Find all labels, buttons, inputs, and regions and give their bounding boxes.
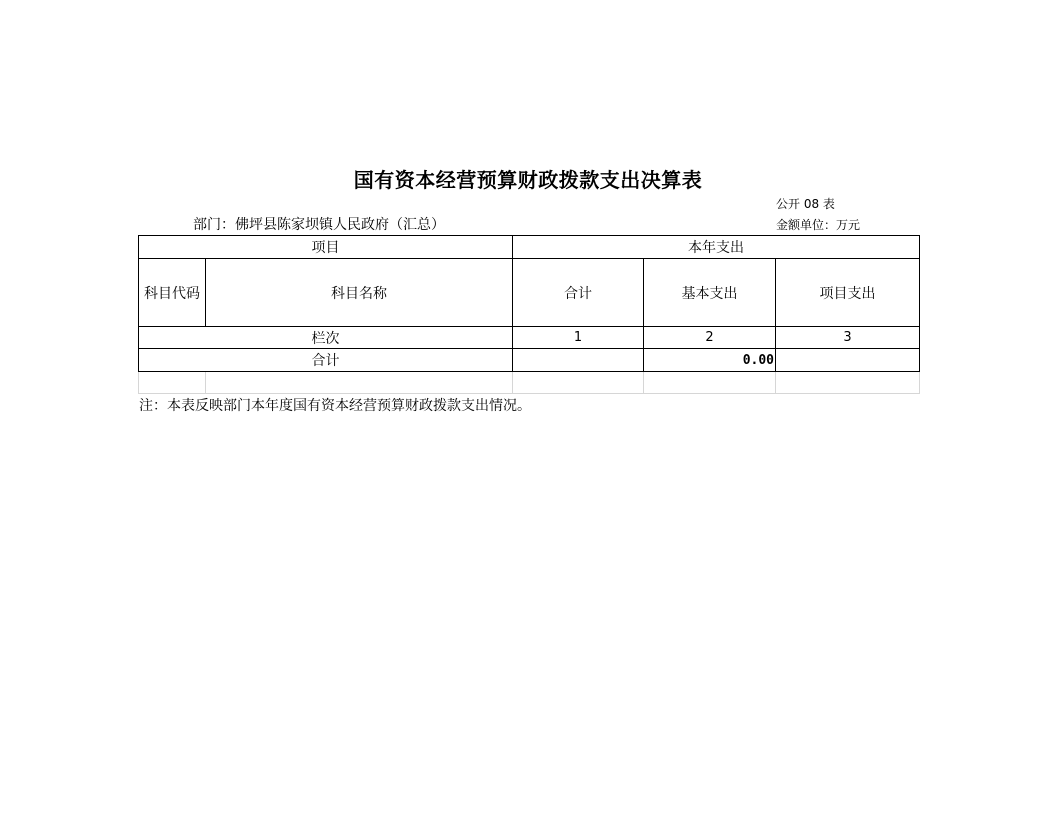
index-row-total: 1 xyxy=(512,326,644,349)
table-header-item: 项目 xyxy=(138,235,513,259)
table-header-current-year-expense: 本年支出 xyxy=(512,235,920,259)
department-label: 部门：佛坪县陈家坝镇人民政府（汇总） xyxy=(193,217,445,233)
amount-unit: 金额单位：万元 xyxy=(776,218,861,232)
column-header-total: 合计 xyxy=(512,258,644,327)
blank-row-cell xyxy=(512,372,644,394)
blank-row-cell xyxy=(205,372,513,394)
column-header-subject-code: 科目代码 xyxy=(138,258,206,327)
blank-row-cell xyxy=(643,372,776,394)
blank-row-cell xyxy=(138,372,206,394)
index-row-label: 栏次 xyxy=(138,326,513,349)
index-row-basic-expense: 2 xyxy=(643,326,776,349)
total-row-basic-expense-cell xyxy=(643,348,776,372)
form-code: 公开 08 表 xyxy=(776,197,835,211)
blank-row-cell xyxy=(775,372,920,394)
column-header-subject-name: 科目名称 xyxy=(205,258,513,327)
page-title: 国有资本经营预算财政拨款支出决算表 xyxy=(353,168,703,192)
total-row-label: 合计 xyxy=(138,348,513,372)
total-row-basic-expense-value: 0.00 xyxy=(742,352,774,368)
column-header-basic-expense: 基本支出 xyxy=(643,258,776,327)
total-row-total-cell xyxy=(512,348,644,372)
table-note: 注：本表反映部门本年度国有资本经营预算财政拨款支出情况。 xyxy=(139,398,531,414)
index-row-project-expense: 3 xyxy=(775,326,920,349)
total-row-project-expense-cell xyxy=(775,348,920,372)
column-header-project-expense: 项目支出 xyxy=(775,258,920,327)
